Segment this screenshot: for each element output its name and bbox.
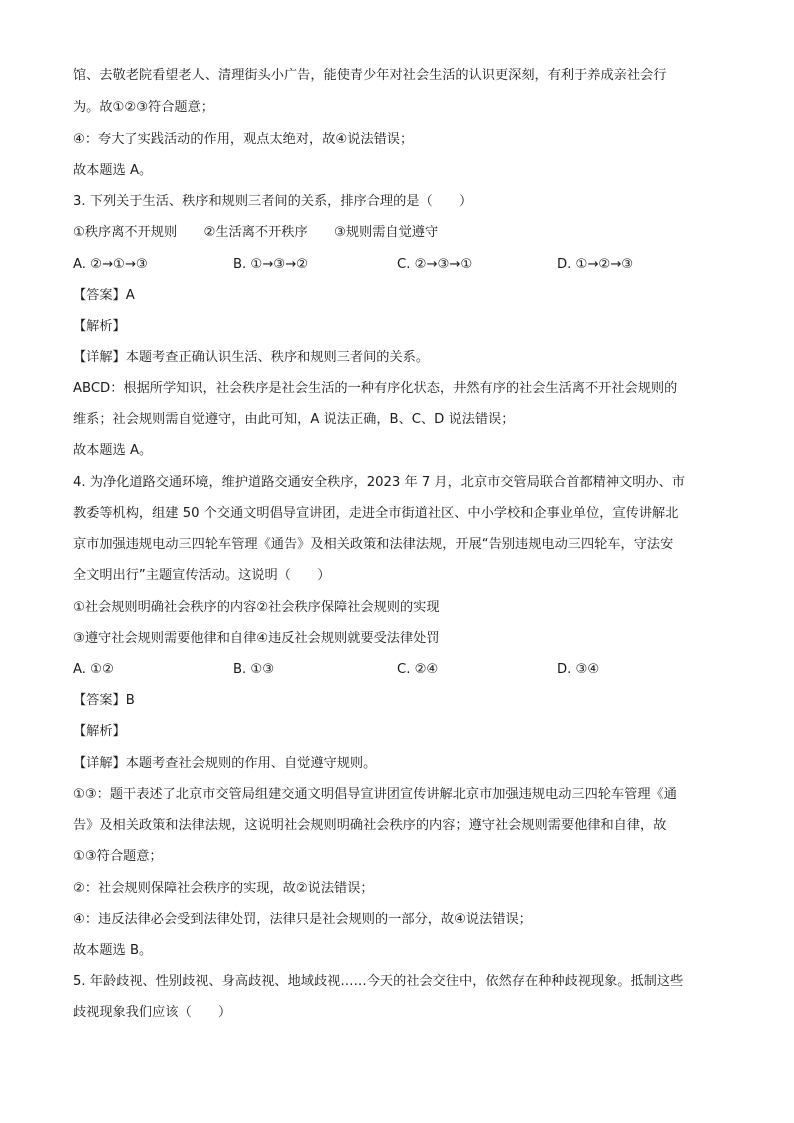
question-5-stem: 歧视现象我们应该（ ） bbox=[73, 1005, 232, 1020]
analysis-label: 【解析】 bbox=[73, 724, 126, 739]
question-4-option-d: D. ③④ bbox=[557, 662, 600, 677]
question-5-stem: 5. 年龄歧视、性别歧视、身高歧视、地域歧视……今天的社会交往中，依然存在种种歧视现象。抵制这些 bbox=[73, 974, 684, 989]
detail-text: 【详解】本题考查社会规则的作用、自觉遵守规则。 bbox=[73, 756, 377, 771]
question-4-option-b: B. ①③ bbox=[233, 662, 275, 677]
question-4-option-a: A. ①② bbox=[73, 662, 114, 677]
question-4-stem: 4. 为净化道路交通环境，维护道路交通安全秩序，2023 年 7 月，北京市交管局联合首都精神文明办、市 bbox=[73, 475, 685, 490]
text-line: ④：夸大了实践活动的作用，观点太绝对，故④说法错误； bbox=[73, 132, 414, 147]
answer-label: 【答案】B bbox=[73, 693, 135, 708]
text-line: ②：社会规则保障社会秩序的实现，故②说法错误； bbox=[73, 881, 374, 896]
answer-label: 【答案】A bbox=[73, 288, 135, 303]
question-4-statements: ①社会规则明确社会秩序的内容②社会秩序保障社会规则的实现 bbox=[73, 600, 440, 615]
question-3-option-b: B. ①→③→② bbox=[233, 257, 308, 272]
text-line: ①③符合题意； bbox=[73, 849, 163, 864]
text-line: ①③：题干表述了北京市交管局组建交通文明倡导宣讲团宣传讲解北京市加强违规电动三四轮车管理《通 bbox=[73, 787, 677, 802]
text-line: 故本题选 A。 bbox=[73, 163, 153, 178]
question-4-stem: 教委等机构，组建 50 个交通文明倡导宣讲团，走进全市街道社区、中小学校和企事业单位，宣传讲解北 bbox=[73, 506, 679, 521]
text-line: 馆、去敬老院看望老人、清理街头小广告，能使青少年对社会生活的认识更深刻，有利于养成亲社会行 bbox=[73, 68, 667, 83]
text-line: 故本题选 B。 bbox=[73, 943, 153, 958]
question-4-statements: ③遵守社会规则需要他律和自律④违反社会规则就要受法律处罚 bbox=[73, 631, 440, 646]
text-line: 告》及相关政策和法律法规，这说明社会规则明确社会秩序的内容；遵守社会规则需要他律和自律，故 bbox=[73, 818, 667, 833]
text-line: ABCD：根据所学知识，社会秩序是社会生活的一种有序化状态，井然有序的社会生活离不开社会规则的 bbox=[73, 381, 678, 396]
text-line: 故本题选 A。 bbox=[73, 443, 153, 458]
question-4-stem: 京市加强违规电动三四轮车管理《通告》及相关政策和法律法规，开展“告别违规电动三四轮车，守法安 bbox=[73, 537, 674, 552]
text-line: 为。故①②③符合题意； bbox=[73, 100, 214, 115]
text-line: ④：违反法律必会受到法律处罚，法律只是社会规则的一部分，故④说法错误； bbox=[73, 912, 532, 927]
question-3-option-c: C. ②→③→① bbox=[397, 257, 473, 272]
question-4-stem: 全文明出行”主题宣传活动。这说明（ ） bbox=[73, 568, 331, 583]
text-line: 维系；社会规则需自觉遵守，由此可知，A 说法正确，B、C、D 说法错误； bbox=[73, 412, 515, 427]
question-3-statements: ①秩序离不开规则 ②生活离不开秩序 ③规则需自觉遵守 bbox=[73, 225, 439, 240]
question-3-option-d: D. ①→②→③ bbox=[557, 257, 634, 272]
question-3-stem: 3. 下列关于生活、秩序和规则三者间的关系，排序合理的是（ ） bbox=[73, 194, 473, 209]
detail-text: 【详解】本题考查正确认识生活、秩序和规则三者间的关系。 bbox=[73, 350, 430, 365]
analysis-label: 【解析】 bbox=[73, 319, 126, 334]
question-3-option-a: A. ②→①→③ bbox=[73, 257, 148, 272]
question-4-option-c: C. ②④ bbox=[397, 662, 439, 677]
